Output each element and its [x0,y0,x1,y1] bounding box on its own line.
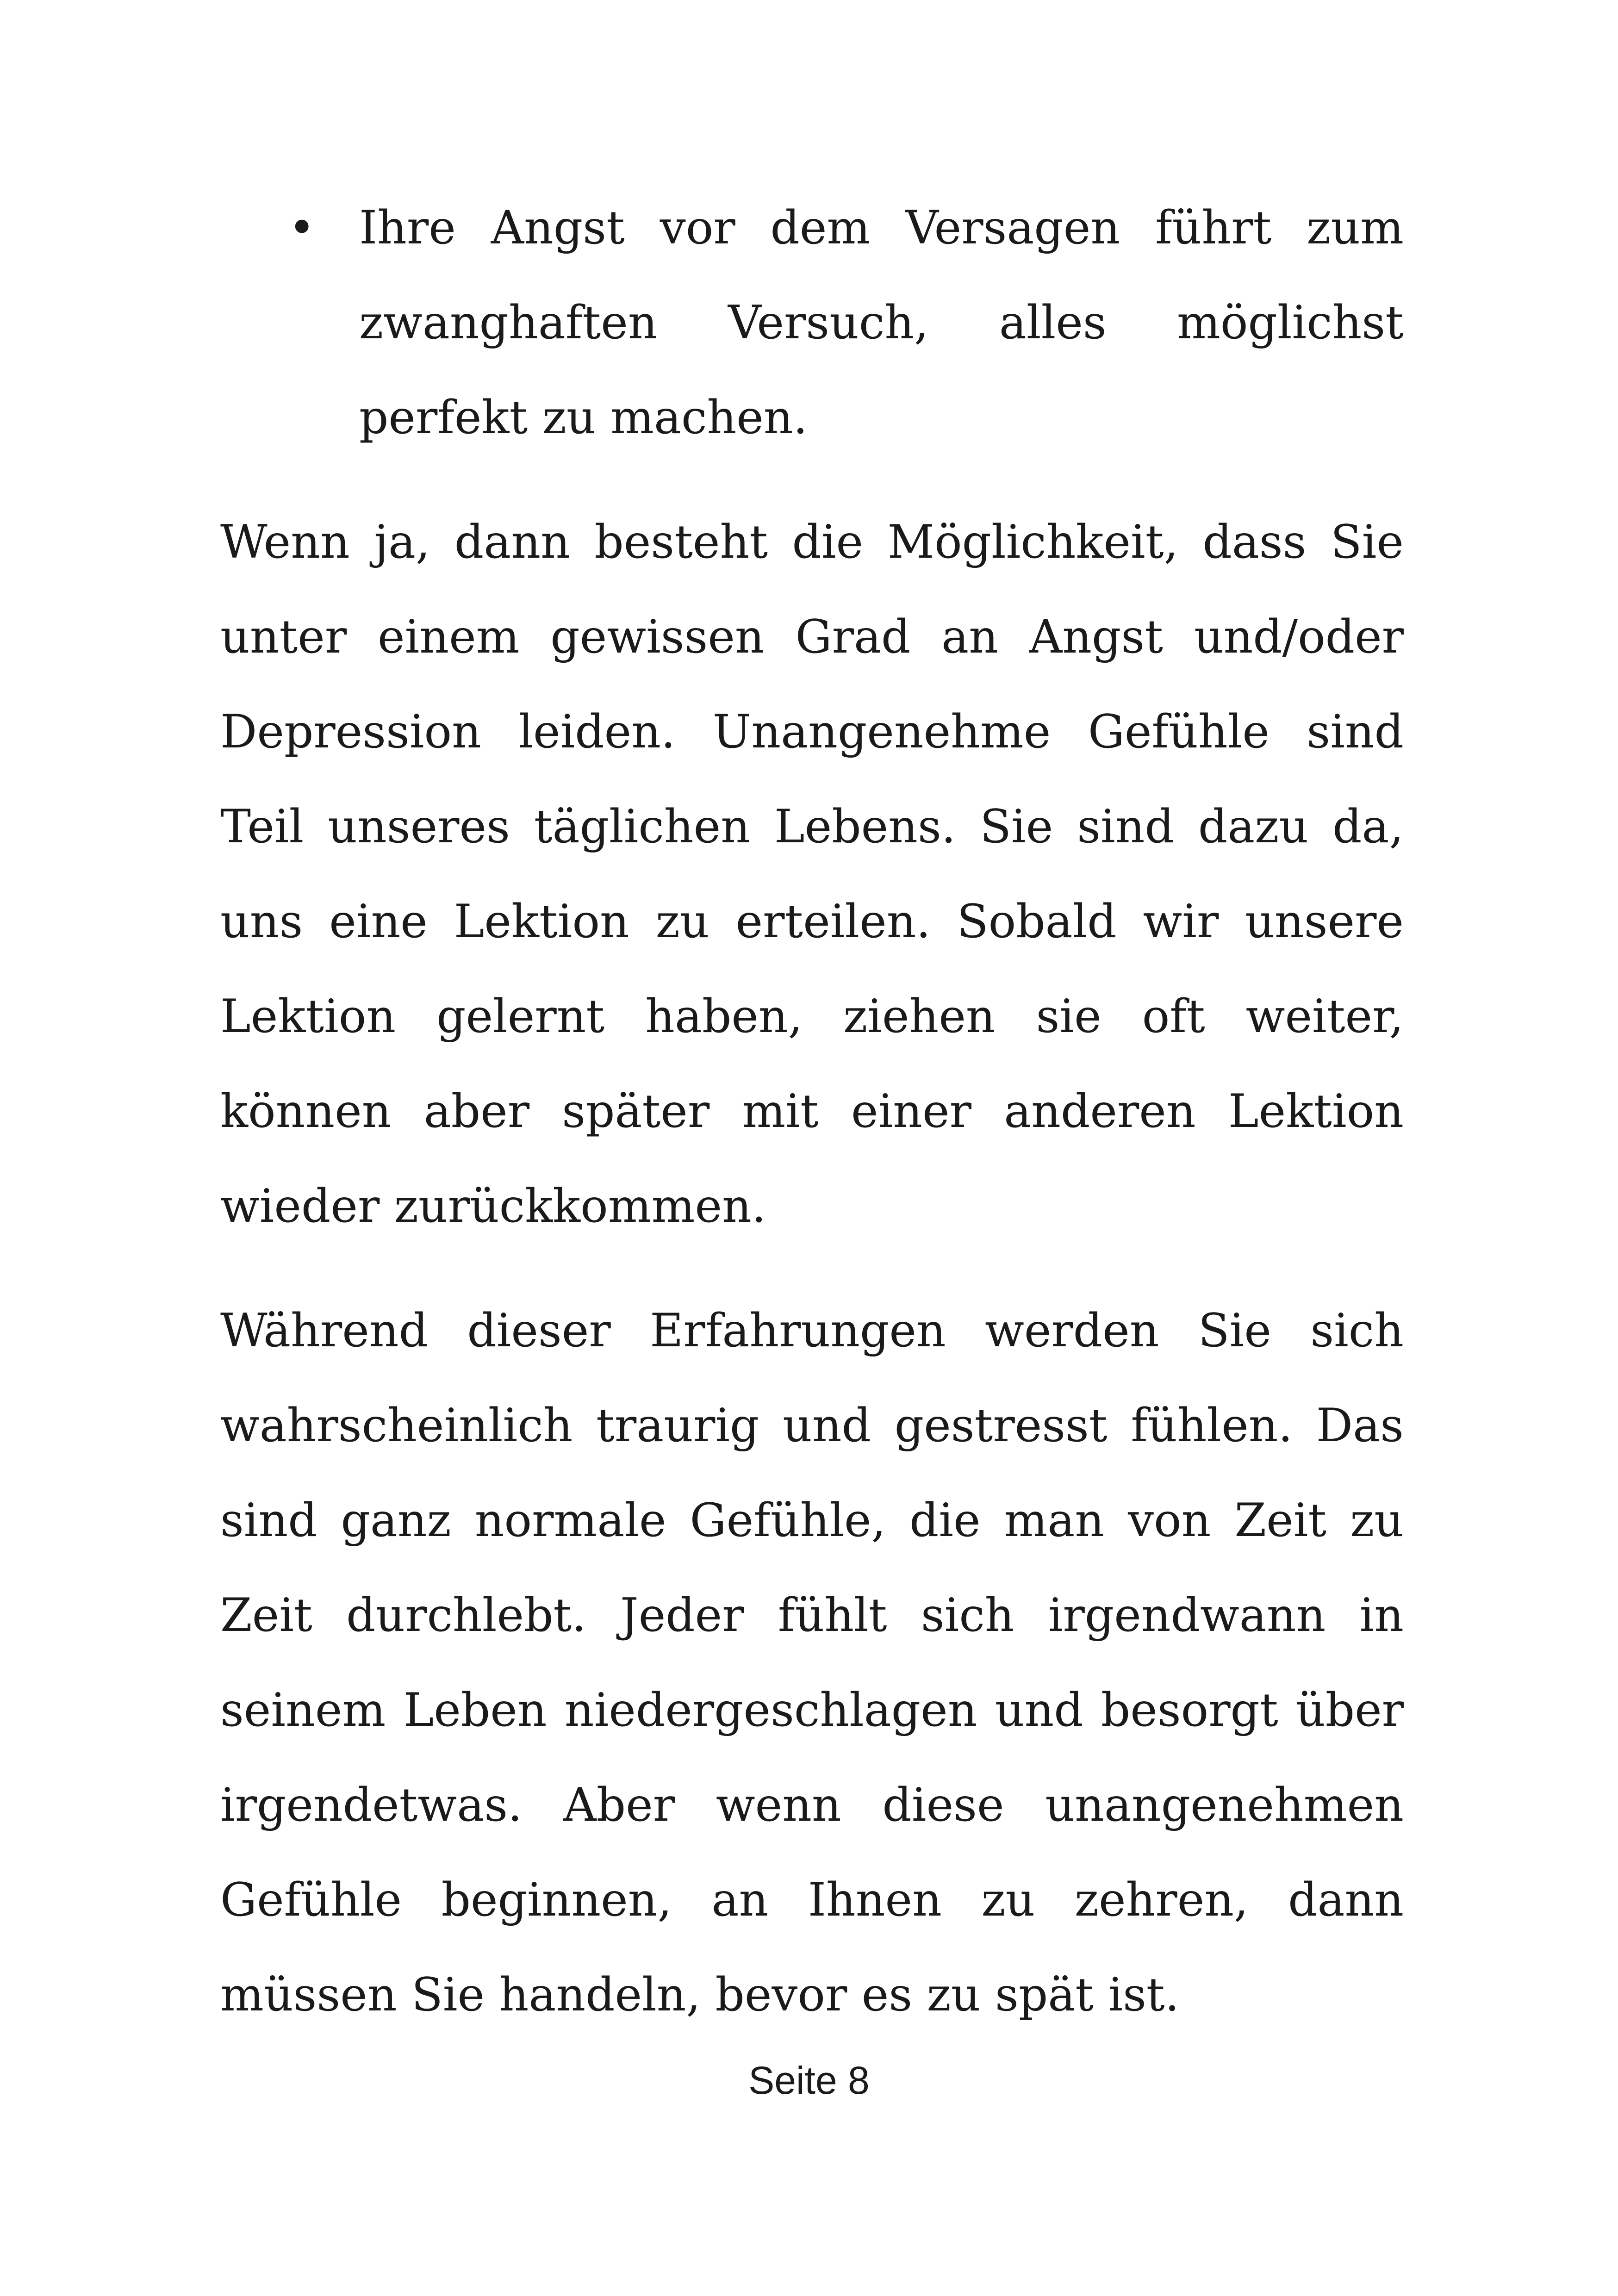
bullet-text: Ihre Angst vor dem Versagen führt zum zwanghaften Versuch, alles möglichst perfekt zu machen. [359,201,1404,444]
bullet-list [220,180,1404,465]
bullet-marker: • [288,201,316,255]
paragraph: Wenn ja, dann besteht die Möglichkeit, dass Sie unter einem gewissen Grad an Angst und/oder Depression leiden. Unangenehme Gefühle sind Teil unseres täglichen Lebens. Sie sind dazu da, uns eine Lektion zu erteilen. Sobald wir unsere Lektion gelernt haben, ziehen sie oft weiter, können aber später mit einer anderen Lektion wieder zurückkommen. [220,516,1404,1233]
page-body [220,180,1404,2042]
paragraph: Während dieser Erfahrungen werden Sie sich wahrscheinlich traurig und gestresst fühlen. Das sind ganz normale Gefühle, die man von Zeit zu Zeit durchlebt. Jeder fühlt sich irgendwann in seinem Leben niedergeschlagen und besorgt über irgendetwas. Aber wenn diese unangenehmen Gefühle beginnen, an Ihnen zu zehren, dann müssen Sie handeln, bevor es zu spät ist. [220,1304,1404,2022]
page-number: Seite 8 [748,2059,870,2102]
list-item [220,180,1404,465]
